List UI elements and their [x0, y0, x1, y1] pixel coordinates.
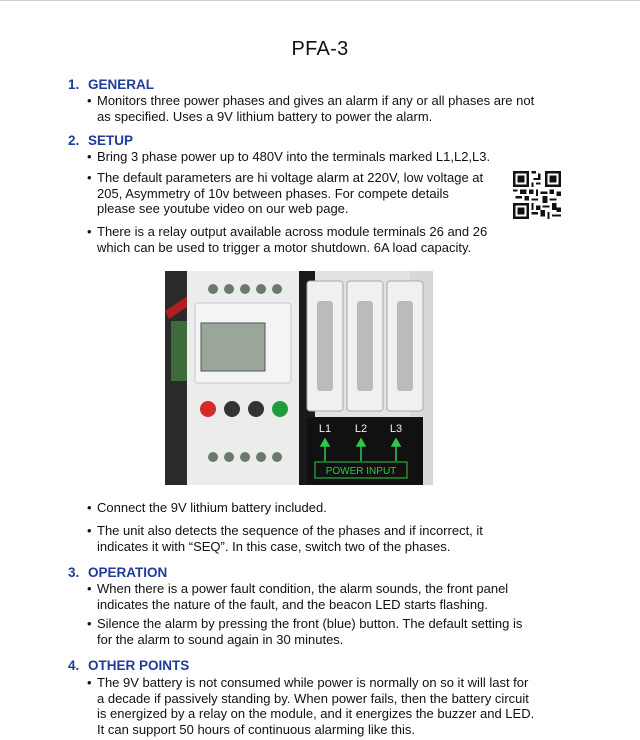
section-title: SETUP	[88, 133, 134, 148]
list-item	[87, 170, 483, 217]
bullet-text: There is a relay output available across module terminals 26 and 26 which can be used to trigger a motor shutdown. 6A load capacity.	[97, 224, 488, 255]
section-number: 2.	[68, 133, 80, 148]
section-title: OTHER POINTS	[88, 658, 190, 673]
bullet-text: The default parameters are hi voltage alarm at 220V, low voltage at 205, Asymmetry of 10v between phases. For compete details please see youtube video on our web page.	[97, 170, 484, 216]
section-heading-setup	[68, 133, 133, 148]
bullet-text: Monitors three power phases and gives an alarm if any or all phases are not as specified. Uses a 9V lithium battery to power the alarm.	[97, 93, 535, 124]
bullet-text: The unit also detects the sequence of the phases and if incorrect, it indicates it with “SEQ”. In this case, switch two of the phases.	[97, 523, 483, 554]
bullet-icon: •	[87, 675, 92, 690]
terminal-label: L3	[389, 423, 403, 435]
section-number: 1.	[68, 77, 80, 92]
bullet-icon: •	[87, 581, 92, 596]
bullet-icon: •	[87, 149, 92, 164]
list-item	[87, 616, 522, 647]
bullet-icon: •	[87, 224, 92, 239]
section-number: 3.	[68, 565, 80, 580]
bullet-text: Silence the alarm by pressing the front (blue) button. The default setting is for the alarm to sound again in 30 minutes.	[97, 616, 523, 647]
section-title: GENERAL	[88, 77, 155, 92]
bullet-text: Bring 3 phase power up to 480V into the terminals marked L1,L2,L3.	[97, 149, 491, 164]
bullet-icon: •	[87, 523, 92, 538]
power-input-label: POWER INPUT	[325, 466, 397, 477]
bullet-icon: •	[87, 93, 92, 108]
bullet-text: Connect the 9V lithium battery included.	[97, 500, 327, 515]
bullet-text: The 9V battery is not consumed while power is normally on so it will last for a decade if passively standing by. When power fails, then the battery circuit is energized by a relay on the module, and it energizes the buzzer and LED. It can support 50 hours of continuous alarming like this.	[97, 675, 535, 737]
section-title: OPERATION	[88, 565, 168, 580]
list-item	[87, 93, 534, 124]
button-red	[200, 401, 216, 417]
product-photo	[165, 271, 433, 485]
qr-code-icon[interactable]	[513, 171, 561, 219]
list-item	[87, 523, 483, 554]
button-dark-1	[224, 401, 240, 417]
section-heading-other-points	[68, 658, 189, 673]
page-title: PFA-3	[291, 38, 349, 60]
bullet-icon: •	[87, 500, 92, 515]
bullet-icon: •	[87, 616, 92, 631]
bullet-text: When there is a power fault condition, the alarm sounds, the front panel indicates the nature of the fault, and the beacon LED starts flashing.	[97, 581, 509, 612]
list-item	[87, 675, 534, 737]
button-dark-2	[248, 401, 264, 417]
list-item	[87, 581, 508, 612]
list-item	[87, 149, 490, 165]
section-heading-operation	[68, 565, 167, 580]
terminal-label: L2	[354, 423, 368, 435]
section-heading-general	[68, 77, 154, 92]
section-number: 4.	[68, 658, 80, 673]
list-item	[87, 224, 487, 255]
button-green	[272, 401, 288, 417]
list-item	[87, 500, 327, 516]
bullet-icon: •	[87, 170, 92, 185]
top-border	[0, 0, 640, 1]
terminal-label: L1	[318, 423, 332, 435]
